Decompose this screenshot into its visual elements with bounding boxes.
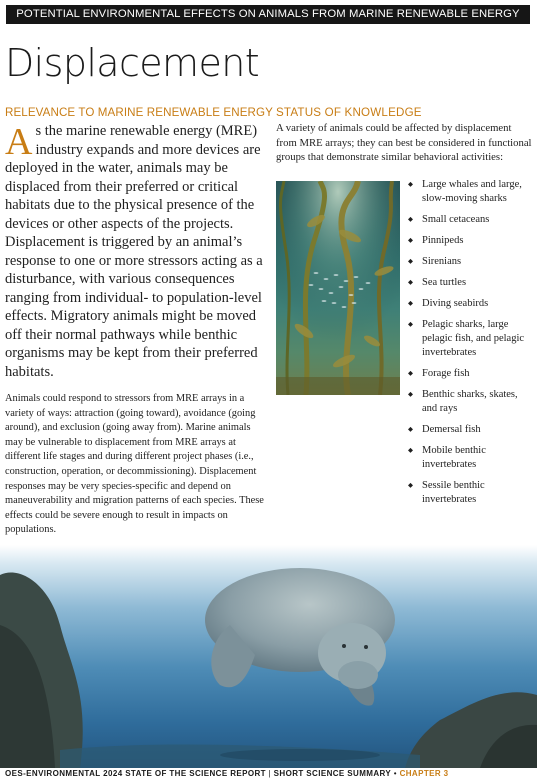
status-intro: A variety of animals could be affected by displacement from MRE arrays; they can best be considered in functional groups that demonstrate similar behavioral activities: — [276, 122, 532, 164]
footer-summary: SHORT SCIENCE SUMMARY — [273, 769, 392, 778]
chapter-banner: POTENTIAL ENVIRONMENTAL EFFECTS ON ANIMALS FROM MARINE RENEWABLE ENERGY — [6, 5, 530, 24]
kelp-illustration — [276, 181, 400, 395]
manatee-illustration — [0, 545, 537, 768]
footer-separator: | — [268, 769, 272, 778]
manatee-photo — [0, 545, 537, 768]
list-item: ◆ Benthic sharks, skates, and rays — [406, 388, 534, 416]
list-item: ◆ Pelagic sharks, large pelagic fish, and pelagic invertebrates — [406, 318, 534, 360]
list-item: ◆ Large whales and large, slow-moving sharks — [406, 178, 534, 206]
page-footer — [5, 769, 535, 778]
drop-cap: A — [5, 121, 33, 163]
list-item: ◆ Demersal fish — [406, 423, 534, 437]
list-item: ◆ Sessile benthic invertebrates — [406, 479, 534, 507]
body-paragraph: Animals could respond to stressors from MRE arrays in a variety of ways: attraction (going toward), avoidance (going around), and exclusion (going away from). Marine animals may be vulnerable to displacement from MRE arrays at different life stages and during different project phases (i.e., construction, operation, or decommissioning). Displacement responses may be very species-specific and depend on maneuverability and migration patterns of each species. These effects could be severe enough to result in impacts on populations. — [5, 393, 264, 536]
functional-groups-list — [406, 178, 534, 514]
page-title: Displacement — [5, 41, 260, 85]
lead-text: s the marine renewable energy (MRE) industry expands and more devices are deployed in the water, animals may be displaced from their preferred or critical habitats due to the physical presence of the devices or other aspects of the projects. Displacement is triggered by an animal’s response to one or more stressors acting as a disturbance, with various consequences ranging from individual- to population-level effects. Migratory animals might be moved off their normal pathways while benthic organisms may be kept from their preferred habitats. — [5, 123, 263, 380]
footer-report: 2024 STATE OF THE SCIENCE REPORT — [103, 769, 266, 778]
relevance-heading: RELEVANCE TO MARINE RENEWABLE ENERGY — [5, 106, 273, 119]
kelp-forest-photo — [276, 181, 400, 395]
lead-paragraph — [5, 122, 263, 381]
list-item: ◆ Mobile benthic invertebrates — [406, 444, 534, 472]
footer-chapter: CHAPTER 3 — [399, 769, 449, 778]
list-item: ◆ Forage fish — [406, 367, 534, 381]
list-item: ◆ Small cetaceans — [406, 213, 534, 227]
list-item: ◆ Pinnipeds — [406, 234, 534, 248]
list-item: ◆ Diving seabirds — [406, 297, 534, 311]
list-item: ◆ Sirenians — [406, 255, 534, 269]
list-item: ◆ Sea turtles — [406, 276, 534, 290]
status-heading: STATUS OF KNOWLEDGE — [276, 106, 422, 119]
footer-bullet: • — [393, 769, 397, 778]
footer-org: OES-ENVIRONMENTAL — [5, 769, 101, 778]
